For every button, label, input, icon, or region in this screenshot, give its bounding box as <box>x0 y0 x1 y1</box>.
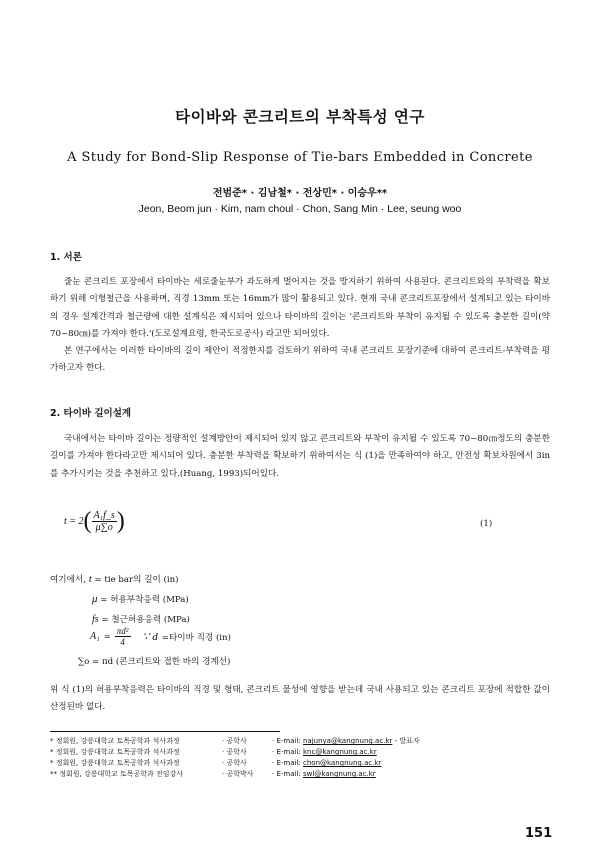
equation-number: (1) <box>480 519 493 529</box>
footnote-degree: · 공학사 <box>222 759 247 767</box>
equation-lhs: t = 2 <box>64 515 84 527</box>
footnote-presenter-note: - 발표자 <box>394 737 420 745</box>
var-mu-definition: = 허용부착응력 (MPa) <box>100 595 189 605</box>
footnote-mark: ** <box>50 770 57 778</box>
footnote-degree: · 공학사 <box>222 748 247 756</box>
footnote-mark: * <box>50 737 54 745</box>
section-1-paragraph-2: 본 연구에서는 이러한 타이바의 길이 제안이 적정한지를 검토하기 위하여 국내 콘크리트 포장기준에 대하여 콘크리트-부착력을 평가하고자 한다. <box>50 346 550 374</box>
var-a1-fraction <box>115 626 131 647</box>
footnote-degree: · 공학박사 <box>222 770 254 778</box>
paper-title-english: A Study for Bond-Slip Response of Tie-bars Embedded in Concrete <box>67 150 533 165</box>
left-paren: ( <box>83 508 92 534</box>
paper-title-korean: 타이바와 콘크리트의 부착특성 연구 <box>175 108 425 126</box>
section-2-heading: 2. 타이바 길이설계 <box>50 408 132 419</box>
var-d-definition: =타이바 직경 (in) <box>161 632 231 643</box>
var-a1-denominator: 4 <box>120 637 125 647</box>
var-t: t <box>88 573 92 585</box>
var-fs-line <box>92 613 190 625</box>
footnote-item <box>50 758 420 769</box>
var-a1-line <box>90 626 231 647</box>
var-d: ∵ d <box>142 631 158 643</box>
closing-text: 위 식 (1)의 허용부착응력은 타이바의 직경 및 형태, 콘크리트 물성에 영향을 받는데 국내 사용되고 있는 콘크리트 포장에 적합한 값이 산정된바 없다. <box>50 685 550 713</box>
footnote-degree: · 공학사 <box>222 737 247 745</box>
section-1-heading: 1. 서론 <box>50 252 82 263</box>
section-1-body <box>50 274 550 378</box>
footnote-email-link[interactable]: chon@kangnung.ac.kr <box>303 759 382 767</box>
right-paren: ) <box>116 508 125 534</box>
footnote-email-link[interactable]: knc@kangnung.ac.kr <box>303 748 377 756</box>
var-a1-numerator: πd² <box>116 626 129 636</box>
equation-fraction <box>92 510 117 533</box>
equation-denominator: μ∑o <box>95 522 113 533</box>
footnote-email-label: · E-mail: <box>272 748 301 756</box>
section-2-paragraph-1: 국내에서는 타이바 길이는 정량적인 설계방안이 제시되어 있지 않고 콘크리트와 부착이 유지될 수 있도록 70~80㎝정도의 충분한 길이를 가져야 한다라고만 제시되어 있다. 충분한 부착력을 확보하기 위하여서는 식 (1)을 만족하여야 하고, 안전성 확보차원에서 3in를 추가시키는 것을 추천하고 있다.(Huang, 1993)되어있다. <box>50 434 550 479</box>
footnote-mark: * <box>50 759 54 767</box>
var-mu-line <box>92 593 189 605</box>
var-sum-line <box>78 655 230 667</box>
equation-numerator: A₁f_s <box>93 510 115 521</box>
footnote-divider <box>50 731 280 732</box>
footnote-affiliation: 정회원, 강릉대학교 토목공학과 석사과정 <box>55 759 180 767</box>
footnote-mark: * <box>50 748 54 756</box>
authors-korean: 전범준* · 김남철* · 전상민* · 이승우** <box>212 188 388 199</box>
var-a1-equals: = <box>103 631 111 642</box>
where-intro: 여기에서, <box>50 575 86 585</box>
var-t-definition: = tie bar의 길이 (in) <box>94 575 179 585</box>
footnote-email-link[interactable]: swl@kangnung.ac.kr <box>303 770 376 778</box>
section-2-body <box>50 431 550 483</box>
footnote-affiliation: 정회원, 강릉대학교 토목공학과 전임강사 <box>59 770 184 778</box>
closing-paragraph <box>50 682 550 717</box>
authors-english: Jeon, Beom jun · Kim, nam choul · Chon, Sang Min · Lee, seung woo <box>138 203 462 215</box>
where-clause <box>50 573 179 585</box>
footnotes <box>50 736 420 780</box>
var-sum-definition: ∑o = πd (콘크리트와 접한 바의 경계선) <box>78 657 231 667</box>
var-fs-definition: = 철근허용응력 (MPa) <box>101 615 190 625</box>
footnote-affiliation: 정회원, 강릉대학교 토목공학과 석사과정 <box>55 737 180 745</box>
section-1-paragraph-1: 줄눈 콘크리트 포장에서 타이바는 세로줄눈부가 과도하게 벌어지는 것을 방지하기 위하여 사용된다. 콘크리트와의 부착력을 확보하기 위해 이형철근을 사용하며, 직경 13mm 또는 16mm가 많이 활용되고 있다. 현재 국내 콘크리트포장에서 설계되고 있는 타이바의 경우 설계간격과 철근량에 대한 설계식은 제시되어 있으나 타이바의 길이는 '콘크리트와 부착이 유지될 수 있도록 충분한 길이(약 70~80㎝)를 가져야 한다.'(도로설계요령, 한국도로공사) 라고만 되어있다. <box>50 277 550 339</box>
footnote-email-label: · E-mail: <box>272 759 301 767</box>
page-number: 151 <box>525 826 553 841</box>
footnote-email-link[interactable]: najunya@kangnung.ac.kr <box>303 737 393 745</box>
footnote-affiliation: 정회원, 강릉대학교 토목공학과 석사과정 <box>55 748 180 756</box>
var-a1: A₁ <box>90 631 100 642</box>
footnote-email-label: · E-mail: <box>272 770 301 778</box>
var-fs: fs <box>92 614 99 625</box>
footnote-item <box>50 736 420 747</box>
footnote-item <box>50 769 420 780</box>
footnote-email-label: · E-mail: <box>272 737 301 745</box>
var-mu: μ <box>92 593 98 605</box>
footnote-item <box>50 747 420 758</box>
equation-1 <box>64 508 125 535</box>
